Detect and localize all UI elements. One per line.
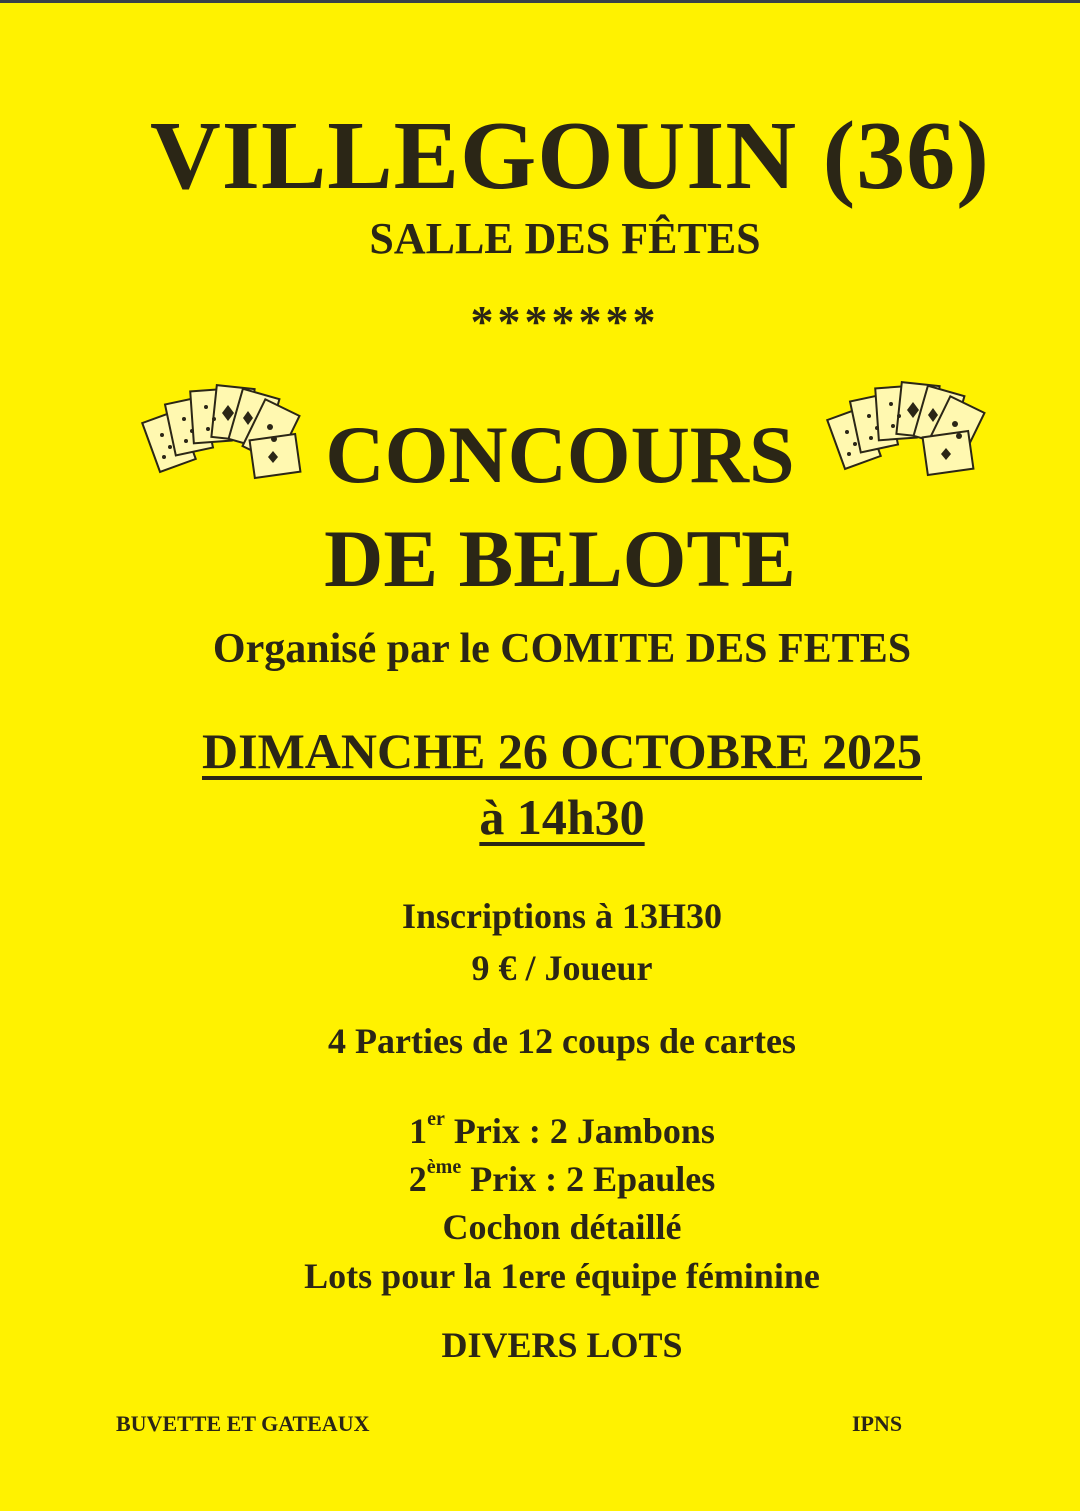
first-prize-suffix: er	[427, 1108, 445, 1130]
headline-concours: CONCOURS	[325, 409, 795, 500]
second-prize-text: Prix : 2 Epaules	[470, 1159, 716, 1199]
second-prize-suffix: ème	[426, 1156, 462, 1178]
organiser-line: Organisé par le COMITE DES FETES	[212, 626, 912, 672]
first-prize-text: Prix : 2 Jambons	[453, 1111, 715, 1151]
event-time: à 14h30	[479, 789, 645, 845]
second-prize	[22, 1158, 1080, 1200]
headline-belote: DE BELOTE	[324, 513, 796, 604]
footer-ipns: IPNS	[852, 1411, 903, 1436]
venue-subtitle: SALLE DES FÊTES	[369, 214, 761, 263]
misc-prizes: DIVERS LOTS	[441, 1325, 683, 1365]
third-prize: Cochon détaillé	[442, 1207, 682, 1247]
second-prize-rank: 2	[408, 1159, 427, 1199]
entry-price: 9 € / Joueur	[471, 948, 653, 988]
footer-refreshments: BUVETTE ET GATEAUX	[116, 1411, 370, 1436]
womens-team-prize: Lots pour la 1ere équipe féminine	[304, 1256, 820, 1296]
first-prize	[22, 1110, 1080, 1152]
games-info: 4 Parties de 12 coups de cartes	[328, 1021, 796, 1061]
top-border	[0, 0, 1080, 3]
stars-divider: *******	[470, 296, 660, 347]
first-prize-rank: 1	[409, 1111, 428, 1151]
poster-title: VILLEGOUIN (36)	[150, 102, 990, 210]
registration-time: Inscriptions à 13H30	[401, 896, 723, 936]
event-date: DIMANCHE 26 OCTOBRE 2025	[202, 723, 922, 779]
